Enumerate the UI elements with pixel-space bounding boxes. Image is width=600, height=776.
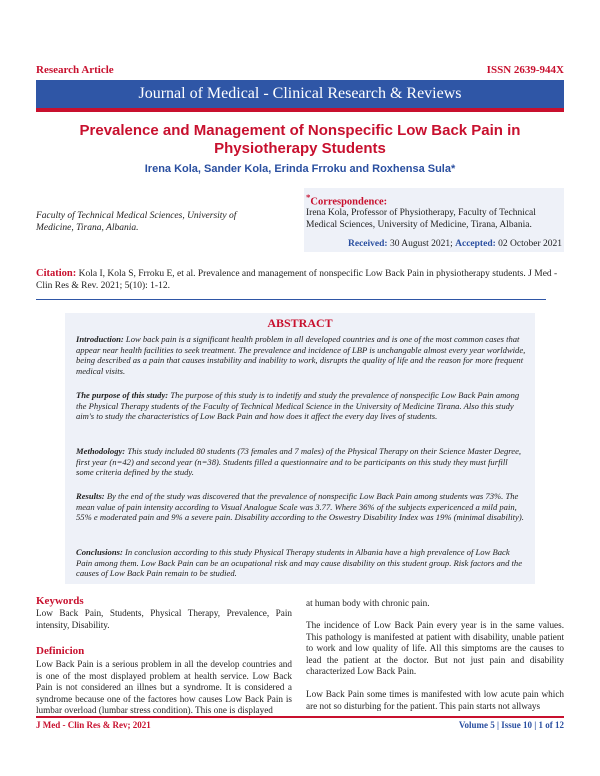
- keywords-heading: Keywords: [36, 595, 84, 607]
- citation-text: Kola I, Kola S, Frroku E, et al. Prevalence and management of nonspecific Low Back Pain in physiotherapy students. J Med - Clin Res & Rev. 2021; 5(10): 1-12.: [36, 269, 558, 291]
- section-text: Low back pain is a significant health problem in all developed countries and is one of the most common cases that appear near health facilities to seek treatment. The prevalence and incidence of LBP is unchangable almost every year worldwide, being described as a pain that causes instability and inability to work, disrupts the quality of life and the reason for more frequent medical visits.: [76, 334, 526, 376]
- section-label: Results:: [76, 491, 105, 501]
- correspondence-title: [306, 192, 387, 208]
- journal-banner: Journal of Medical - Clinical Research & Reviews: [36, 80, 564, 112]
- paper-title: Prevalence and Management of Nonspecific Low Back Pain in Physiotherapy Students: [79, 122, 521, 157]
- citation-label: Citation:: [36, 268, 77, 279]
- abstract-purpose: [76, 390, 526, 422]
- article-type: Research Article: [36, 64, 114, 76]
- section-text: In conclusion according to this study Physical Therapy students in Albania have a high prevalence of Low Back Pain among them. Low Back Pain can be an ocupational risk and may cause disability on this student group. Risk factors and the causes of Low Back Pain remain to be studied.: [76, 547, 523, 579]
- footer-page-info: Volume 5 | Issue 10 | 1 of 12: [458, 720, 564, 730]
- right-col-p1: at human body with chronic pain.: [306, 598, 430, 608]
- right-col-p3: Low Back Pain some times is manifested with low acute pain which are not so disturbing for the patient. This pain starts not allways: [306, 689, 564, 711]
- correspondence-label: Correspondence:: [310, 196, 388, 208]
- authors: Irena Kola, Sander Kola, Erinda Frroku and Roxhensa Sula*: [144, 163, 456, 175]
- footer-divider: [36, 716, 564, 718]
- section-text: The purpose of this study is to indetify and study the prevalence of nonspecific Low Back Pain among the Physical Therapy students of the Faculty of Technical Medical Science in the University of Medicine Tirana. Also this study aim's to study the characteristics of Low Back Pain and how does it affect the every day lives of students.: [76, 390, 520, 422]
- accepted-date: 02 October 2021: [498, 239, 562, 249]
- received-label: Received:: [348, 239, 388, 249]
- issn: ISSN 2639-944X: [486, 64, 564, 76]
- abstract-methodology: [76, 446, 526, 478]
- received-date: 30 August 2021;: [389, 239, 453, 249]
- abstract-results: [76, 491, 526, 523]
- section-text: This study included 80 students (73 females and 7 males) of the Physical Therapy on their Science Master Degree, first year (n=42) and second year (n=38). Students filled a questionnaire and to be participants on this study they must furfill some criteria defined by the study.: [76, 446, 522, 478]
- abstract-introduction: [76, 334, 526, 376]
- abstract-conclusions: [76, 547, 526, 579]
- definition-text: Low Back Pain is a serious problem in all the develop countries and is one of the most displayed problem at health service. Low Back Pain is not considered an illnes but a syndrome. It is considered a syndrome because one of the factores how causes Low Back Pain is lumbar overload (lumbar stress condition). This one is displayed: [36, 659, 292, 716]
- section-label: Introduction:: [76, 334, 124, 344]
- right-col-p2: The incidence of Low Back Pain every year is in the same values. This pathology is manifested at patient with disability, unable patient to work and low quality of life. All this simptoms are the causes to lead the patient at the doctor. But not just pain and disability characterized Low Back Pain.: [306, 620, 564, 677]
- correspondence-text: Irena Kola, Professor of Physiotherapy, Faculty of Technical Medical Sciences, University of Medicine, Tirana, Albania.: [306, 208, 536, 230]
- accepted-label: Accepted:: [455, 239, 496, 249]
- section-label: Conclusions:: [76, 547, 123, 557]
- section-label: Methodology:: [76, 446, 126, 456]
- section-text: By the end of the study was discovered that the prevalence of nonspecific Low Back Pain among students was 73%. The mean value of pain intensity according to Visual Analogue Scale was 3.77. Where 36% of the subjects expericenced a mild pain, 55% e moderated pain and 9% a severe pain. Disability according to the Oswestry Disability Index was 19% (minimal disability).: [76, 491, 524, 523]
- abstract-title: ABSTRACT: [267, 316, 333, 330]
- correspondence-mark: *: [306, 192, 311, 202]
- citation: [36, 268, 564, 292]
- affiliation: Faculty of Technical Medical Sciences, University of Medicine, Tirana, Albania.: [36, 211, 237, 233]
- keywords-text: Low Back Pain, Students, Physical Therapy, Prevalence, Pain intensity, Disability.: [36, 608, 292, 630]
- footer-journal: J Med - Clin Res & Rev; 2021: [36, 720, 151, 730]
- section-label: The purpose of this study:: [76, 390, 169, 400]
- divider: [36, 299, 546, 300]
- dates: [306, 239, 562, 249]
- definition-heading: Definicion: [36, 645, 85, 657]
